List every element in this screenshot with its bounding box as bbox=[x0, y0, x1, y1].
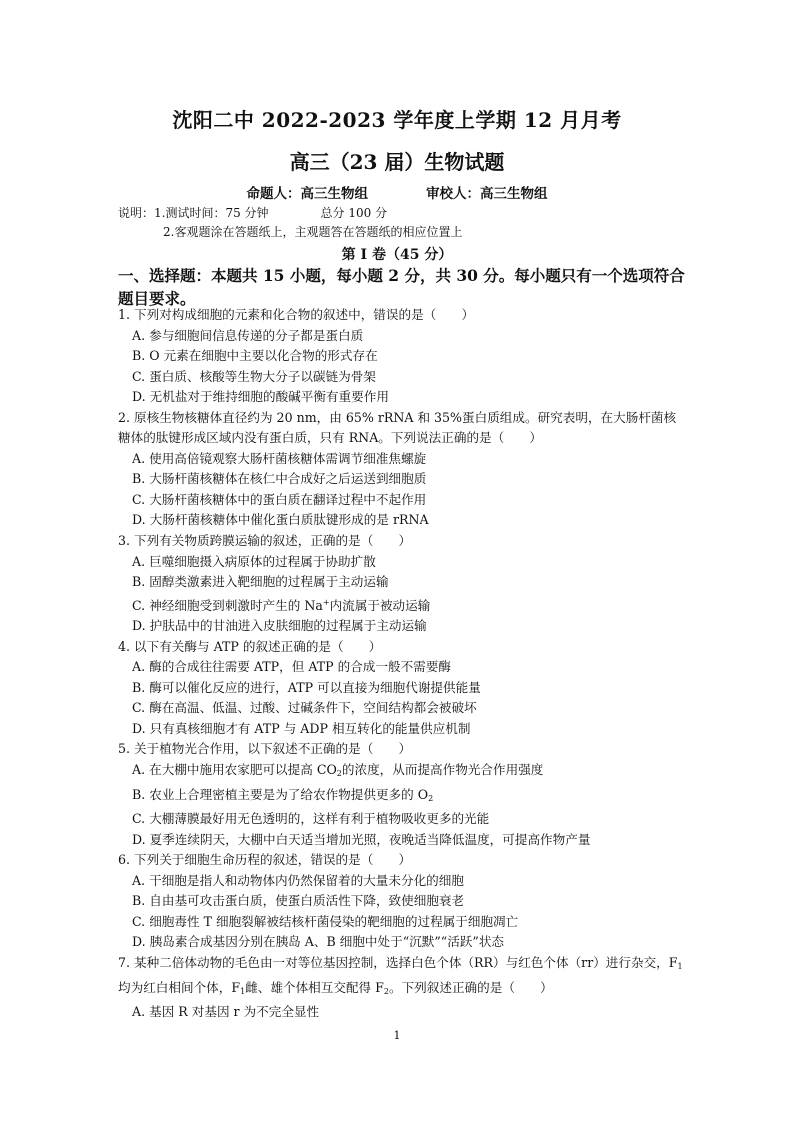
question-option: C. 酶在高温、低温、过酸、过碱条件下，空间结构都会被破坏 bbox=[132, 700, 477, 716]
question-option: B. 大肠杆菌核糖体在核仁中合成好之后运送到细胞质 bbox=[132, 471, 427, 487]
question-option: A. 干细胞是指人和动物体内仍然保留着的大量未分化的细胞 bbox=[132, 872, 464, 888]
question-stem: 7. 某种二倍体动物的毛色由一对等位基因控制，选择白色个体（RR）与红色个体（rr）进行杂交，$F_1$均为红白相间个体，$F_1$雌、雄个体相互交配得 $F_2$。下列叙述正确的是（ ） bbox=[118, 954, 683, 996]
authors-line bbox=[0, 182, 794, 202]
question-option: C. 蛋白质、核酸等生物大分子以碳链为骨架 bbox=[132, 368, 376, 384]
question-option: D. 只有真核细胞才有 ATP 与 ADP 相互转化的能量供应机制 bbox=[132, 720, 471, 736]
question-option: B. 酶可以催化反应的进行，ATP 可以直接为细胞代谢提供能量 bbox=[132, 679, 481, 695]
question-stem: 3. 下列有关物质跨膜运输的叙述，正确的是（ ） bbox=[118, 533, 412, 549]
question-option: A. 在大棚中施用农家肥可以提高 $CO_2$的浓度，从而提高作物光合作用强度 bbox=[132, 762, 544, 779]
question-stem: 1. 下列对构成细胞的元素和化合物的叙述中，错误的是（ ） bbox=[118, 307, 475, 322]
question-option: D. 胰岛素合成基因分别在胰岛 A、B 细胞中处于“沉默”“活跃”状态 bbox=[132, 934, 505, 950]
question-stem: 4. 以下有关酶与 ATP 的叙述正确的是（ ） bbox=[118, 638, 382, 654]
question-option: D. 大肠杆菌核糖体中催化蛋白质肽键形成的是 rRNA bbox=[132, 512, 429, 528]
exam-title: 沈阳二中 2022-2023 学年度上学期 12 月月考 bbox=[172, 108, 622, 132]
question-stem: 2. 原核生物核糖体直径约为 20 nm，由 65% rRNA 和 35%蛋白质组成。研究表明，在大肠杆菌核糖体的肽键形成区域内没有蛋白质，只有 RNA。下列说法正确的是（ ） bbox=[118, 409, 677, 446]
reviewer-label: 审校人：高三生物组 bbox=[426, 186, 548, 202]
section-title: 一、选择题：本题共 15 小题，每小题 2 分，共 30 分。每小题只有一个选项符合题目要求。 bbox=[118, 266, 685, 308]
question-option: A. 酶的合成往往需要 ATP，但 ATP 的合成一般不需要酶 bbox=[132, 659, 451, 675]
exam-notes bbox=[118, 204, 462, 242]
question-option: A. 参与细胞间信息传递的分子都是蛋白质 bbox=[132, 327, 364, 343]
question-option: B. O 元素在细胞中主要以化合物的形式存在 bbox=[132, 348, 378, 364]
question-option: B. 农业上合理密植主要是为了给农作物提供更多的 $O_2$ bbox=[132, 786, 434, 803]
setter-label: 命题人：高三生物组 bbox=[246, 186, 368, 202]
question-stem: 6. 下列关于细胞生命历程的叙述，错误的是（ ） bbox=[118, 852, 412, 868]
question-stem: 5. 关于植物光合作用，以下叙述不正确的是（ ） bbox=[118, 741, 412, 757]
question-option: B. 固醇类激素进入靶细胞的过程属于主动运输 bbox=[132, 574, 389, 590]
question-option: C. 神经细胞受到刺激时产生的 Na+内流属于被动运输 bbox=[132, 597, 431, 613]
question-option: C. 大肠杆菌核糖体中的蛋白质在翻译过程中不起作用 bbox=[132, 491, 427, 507]
question-option: D. 护肤品中的甘油进入皮肤细胞的过程属于主动运输 bbox=[132, 618, 427, 634]
question-list bbox=[118, 305, 683, 1023]
note-line-1: 说明：1.测试时间：75 分钟 总分 100 分 bbox=[118, 206, 388, 220]
exam-subtitle: 高三（23 届）生物试题 bbox=[289, 150, 505, 174]
note-line-2: 2.客观题涂在答题纸上，主观题答在答题纸的相应位置上 bbox=[163, 225, 463, 239]
question-option: A. 巨噬细胞摄入病原体的过程属于协助扩散 bbox=[132, 553, 376, 569]
question-option: D. 无机盐对于维持细胞的酸碱平衡有重要作用 bbox=[132, 389, 389, 405]
question-option: C. 大棚薄膜最好用无色透明的，这样有利于植物吸收更多的光能 bbox=[132, 811, 490, 827]
question-option: D. 夏季连续阴天，大棚中白天适当增加光照，夜晚适当降低温度，可提高作物产量 bbox=[132, 831, 591, 847]
question-option: A. 使用高倍镜观察大肠杆菌核糖体需调节细准焦螺旋 bbox=[132, 450, 427, 466]
part-title: 第 I 卷（45 分） bbox=[341, 247, 453, 263]
page-number: 1 bbox=[393, 1029, 401, 1042]
question-option: A. 基因 R 对基因 r 为不完全显性 bbox=[132, 1004, 320, 1020]
question-option: C. 细胞毒性 T 细胞裂解被结核杆菌侵染的靶细胞的过程属于细胞凋亡 bbox=[132, 913, 519, 929]
question-option: B. 自由基可攻击蛋白质，使蛋白质活性下降，致使细胞衰老 bbox=[132, 893, 465, 909]
